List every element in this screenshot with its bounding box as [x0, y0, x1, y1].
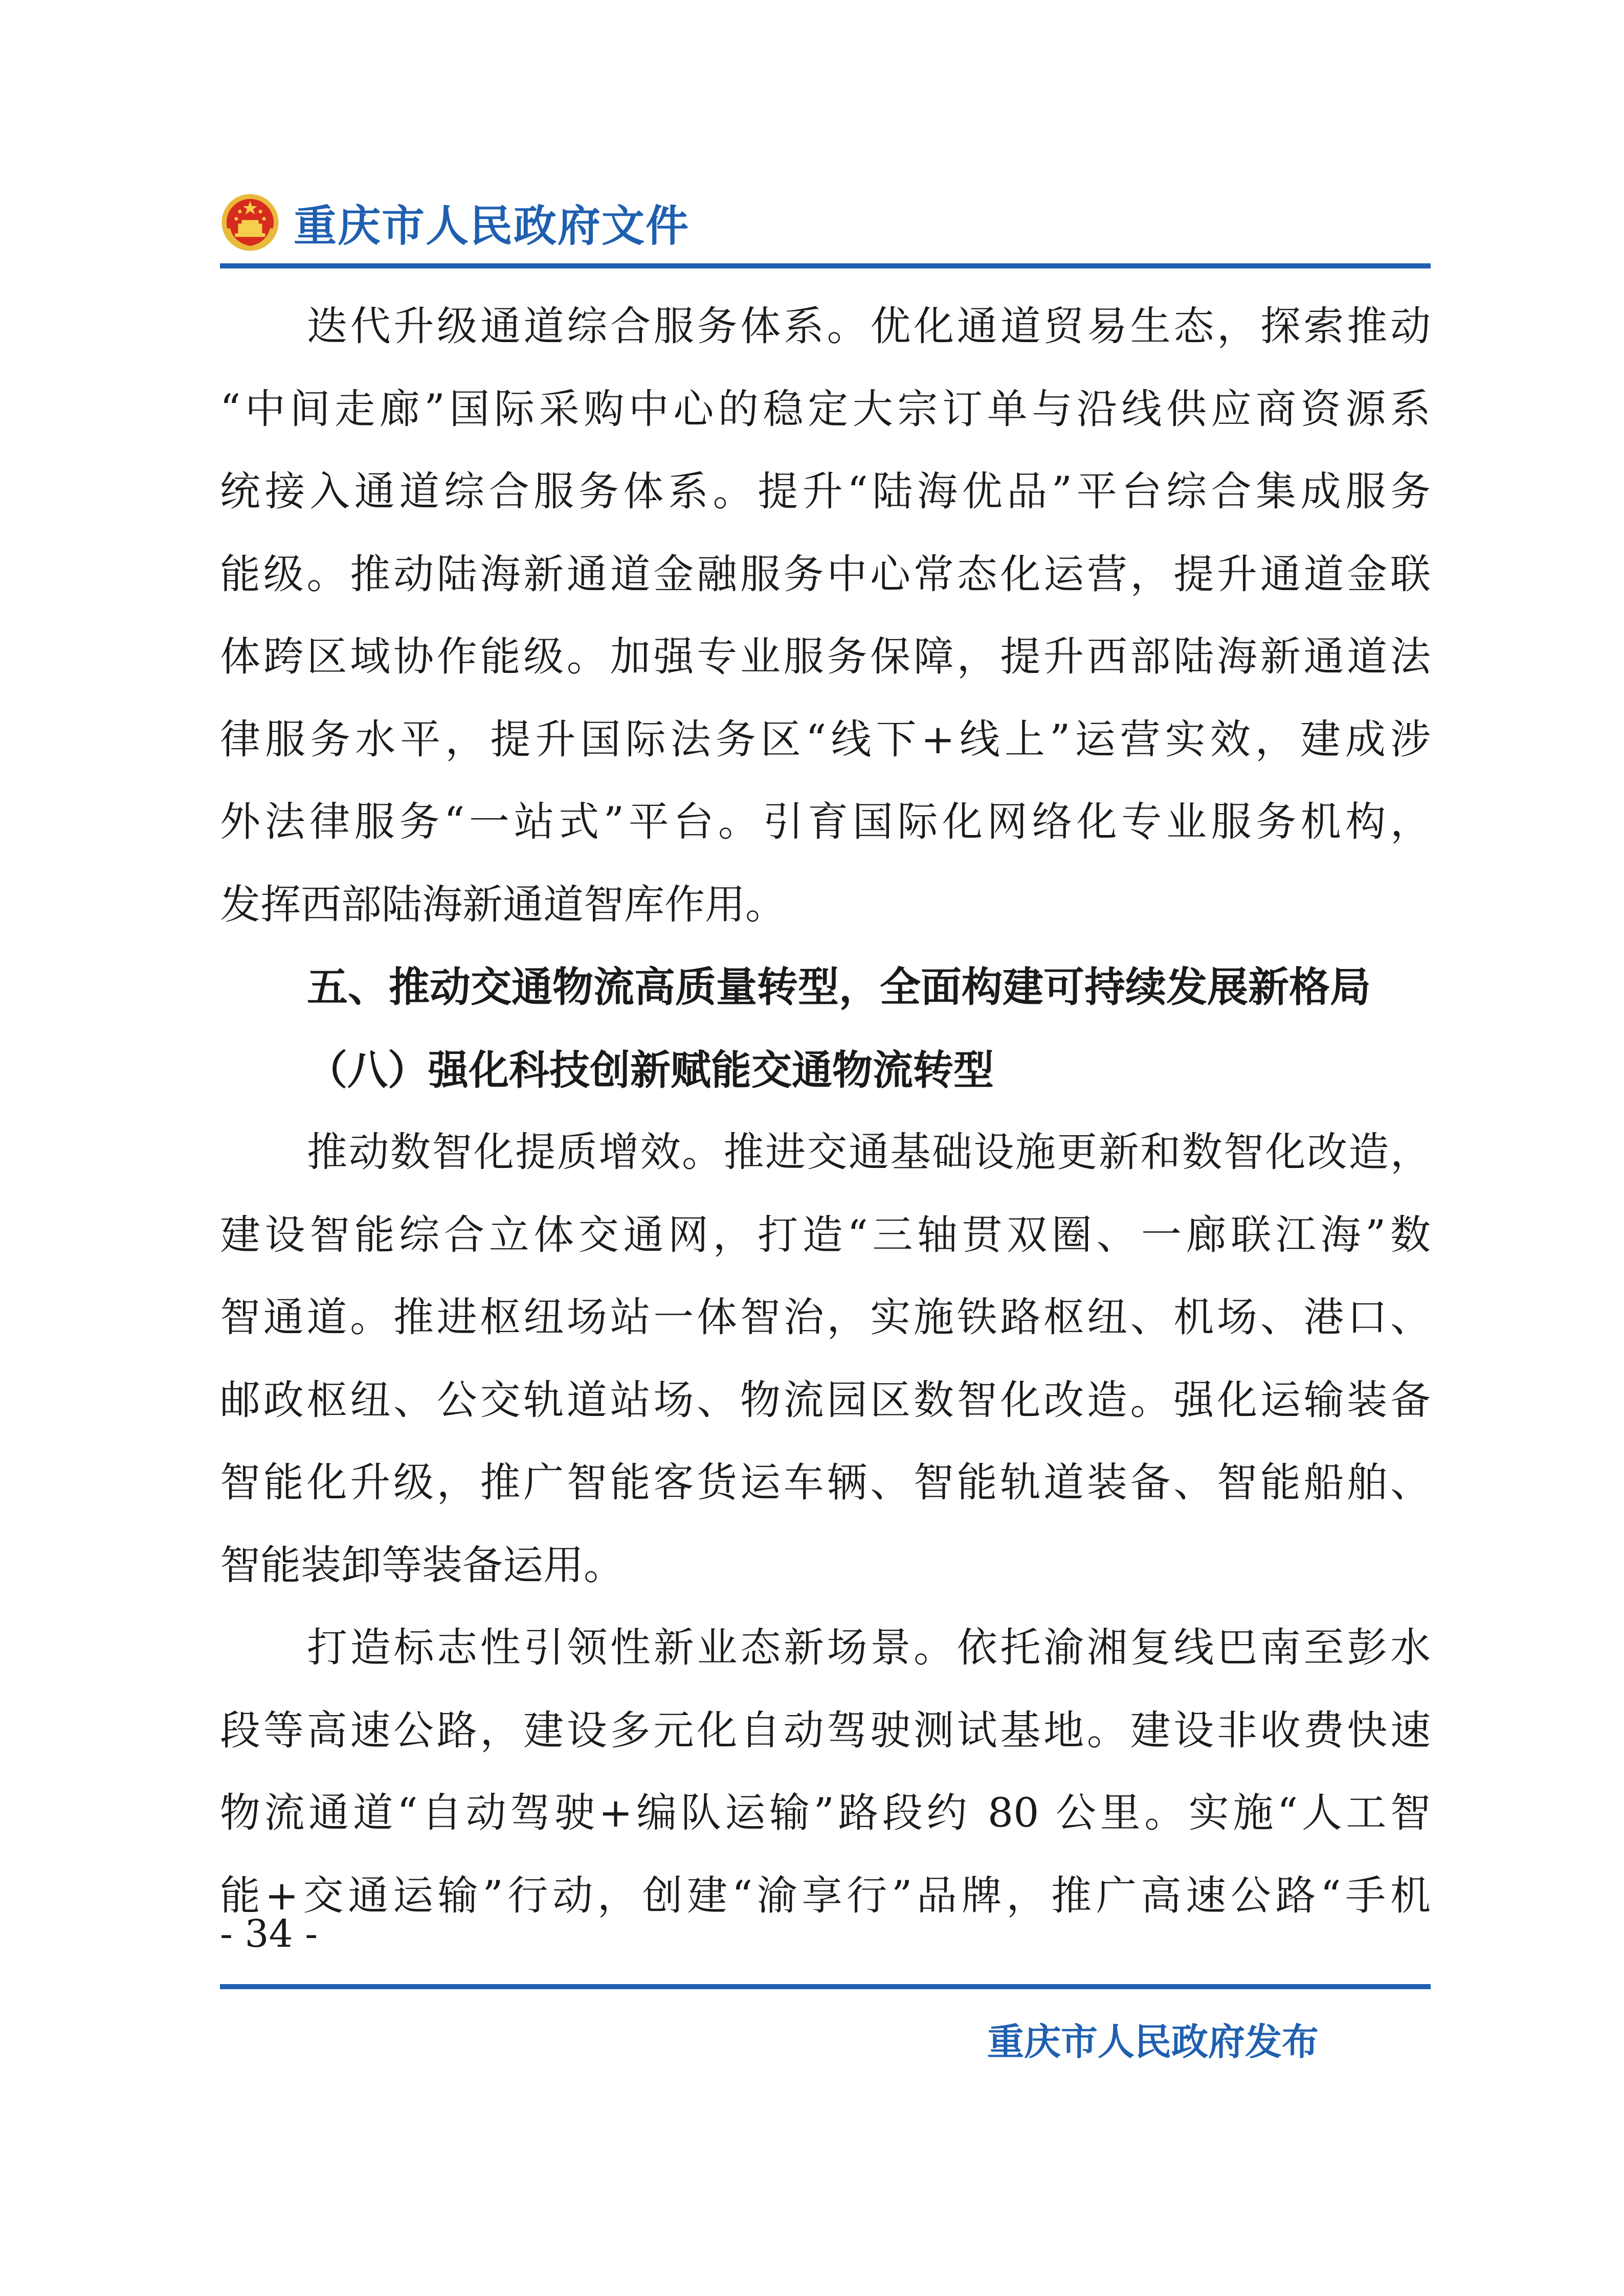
- paragraph-line: 统接入通道综合服务体系。提升“陆海优品”平台综合集成服务: [220, 468, 1431, 515]
- header-rule: [220, 263, 1431, 268]
- page-number: - 34 -: [220, 1912, 318, 1956]
- paragraph-line: 邮政枢纽、公交轨道站场、物流园区数智化改造。强化运输装备: [220, 1376, 1431, 1424]
- paragraph-line: 推动数智化提质增效。推进交通基础设施更新和数智化改造，: [307, 1129, 1431, 1176]
- paragraph-line: 智通道。推进枢纽场站一体智治，实施铁路枢纽、机场、港口、: [220, 1294, 1431, 1341]
- paragraph-line: 打造标志性引领性新业态新场景。依托渝湘复线巴南至彭水: [307, 1624, 1431, 1671]
- paragraph-line: 智能装卸等装备运用。: [220, 1541, 624, 1589]
- paragraph-line: 建设智能综合立体交通网，打造“三轴贯双圈、一廊联江海”数: [220, 1211, 1431, 1258]
- paragraph-line: 能级。推动陆海新通道金融服务中心常态化运营，提升通道金联: [220, 550, 1431, 598]
- paragraph-line: 物流通道“自动驾驶+编队运输”路段约 80 公里。实施“人工智: [220, 1789, 1431, 1836]
- paragraph-line: 体跨区域协作能级。加强专业服务保障，提升西部陆海新通道法: [220, 633, 1431, 680]
- paragraph-line: “中间走廊”国际采购中心的稳定大宗订单与沿线供应商资源系: [220, 385, 1431, 433]
- national-emblem-icon: [220, 192, 280, 253]
- paragraph-line: 智能化升级，推广智能客货运车辆、智能轨道装备、智能船舶、: [220, 1459, 1431, 1506]
- subsection-heading: （八）强化科技创新赋能交通物流转型: [307, 1046, 994, 1094]
- paragraph-line: 发挥西部陆海新通道智库作用。: [220, 881, 786, 928]
- paragraph-line: 律服务水平，提升国际法务区“线下+线上”运营实效，建成涉: [220, 715, 1431, 763]
- paragraph-line: 能+交通运输”行动，创建“渝享行”品牌，推广高速公路“手机: [220, 1872, 1431, 1919]
- paragraph-line: 外法律服务“一站式”平台。引育国际化网络化专业服务机构，: [220, 798, 1431, 845]
- document-header: [220, 184, 689, 261]
- document-body: [220, 285, 1431, 1937]
- footer-publisher: 重庆市人民政府发布: [987, 2020, 1319, 2063]
- paragraph-line: 段等高速公路，建设多元化自动驾驶测试基地。建设非收费快速: [220, 1706, 1431, 1754]
- header-title: 重庆市人民政府文件: [294, 200, 690, 251]
- footer-rule: [220, 1984, 1431, 1989]
- paragraph-line: 迭代升级通道综合服务体系。优化通道贸易生态，探索推动: [307, 303, 1431, 350]
- section-heading: 五、推动交通物流高质量转型，全面构建可持续发展新格局: [307, 963, 1371, 1011]
